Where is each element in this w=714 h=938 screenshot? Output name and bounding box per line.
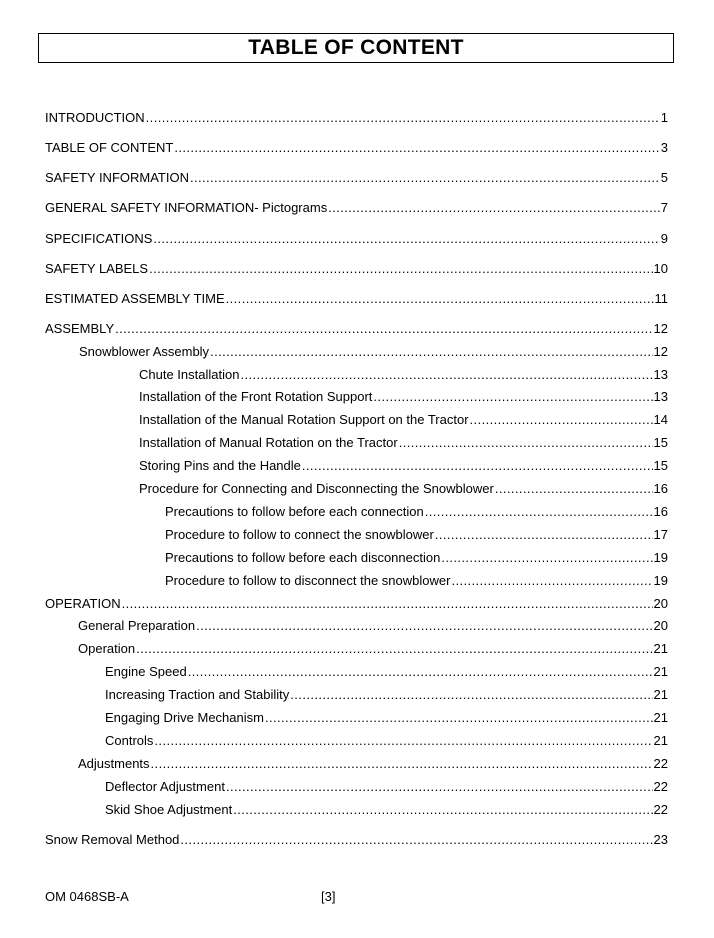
toc-entry-label: Deflector Adjustment bbox=[105, 779, 225, 794]
toc-entry-page: 3 bbox=[660, 140, 668, 155]
footer-page-number: [3] bbox=[321, 889, 336, 904]
toc-entry-page: 22 bbox=[653, 779, 668, 794]
toc-entry-page: 23 bbox=[653, 832, 668, 847]
toc-leader-dots bbox=[122, 596, 653, 612]
toc-entry-label: Snowblower Assembly bbox=[79, 344, 210, 359]
toc-leader-dots bbox=[210, 344, 652, 360]
toc-entry-page: 9 bbox=[660, 231, 668, 246]
toc-leader-dots bbox=[115, 321, 652, 337]
toc-entry-label: Chute Installation bbox=[139, 367, 240, 382]
toc-entry-page: 22 bbox=[653, 802, 668, 817]
toc-entry[interactable] bbox=[45, 200, 668, 216]
toc-entry[interactable] bbox=[105, 802, 668, 818]
toc-entry[interactable] bbox=[139, 367, 668, 383]
toc-leader-dots bbox=[495, 481, 653, 497]
toc-entry-label: SAFETY INFORMATION bbox=[45, 170, 189, 185]
toc-entry-label: Precautions to follow before each connection bbox=[165, 504, 424, 519]
toc-entry[interactable] bbox=[78, 756, 668, 772]
toc-entry-page: 12 bbox=[653, 344, 668, 359]
toc-leader-dots bbox=[470, 412, 653, 428]
toc-entry[interactable] bbox=[105, 733, 668, 749]
toc-entry-page: 19 bbox=[653, 550, 668, 565]
toc-entry-page: 21 bbox=[653, 641, 668, 656]
toc-leader-dots bbox=[425, 504, 653, 520]
toc-entry-page: 5 bbox=[660, 170, 668, 185]
toc-entry-page: 14 bbox=[653, 412, 668, 427]
toc-entry[interactable] bbox=[165, 527, 668, 543]
toc-entry-label: Precautions to follow before each disconnection bbox=[165, 550, 441, 565]
toc-entry[interactable] bbox=[139, 458, 668, 474]
toc-entry[interactable] bbox=[139, 435, 668, 451]
toc-leader-dots bbox=[136, 641, 652, 657]
toc-entry-page: 15 bbox=[653, 458, 668, 473]
toc-entry[interactable] bbox=[78, 618, 668, 634]
toc-entry-page: 16 bbox=[653, 481, 668, 496]
toc-entry[interactable] bbox=[45, 140, 668, 156]
toc-entry[interactable] bbox=[78, 641, 668, 657]
page-title: TABLE OF CONTENT bbox=[248, 36, 464, 59]
toc-entry-label: Controls bbox=[105, 733, 154, 748]
toc-entry-page: 10 bbox=[653, 261, 668, 276]
toc-entry-page: 13 bbox=[653, 367, 668, 382]
toc-entry-label: SAFETY LABELS bbox=[45, 261, 149, 276]
toc-leader-dots bbox=[302, 458, 653, 474]
toc-entry-label: Installation of the Front Rotation Support bbox=[139, 389, 373, 404]
toc-entry[interactable] bbox=[165, 573, 668, 589]
toc-entry-page: 12 bbox=[653, 321, 668, 336]
toc-leader-dots bbox=[188, 664, 653, 680]
toc-entry[interactable] bbox=[45, 321, 668, 337]
toc-entry-label: ESTIMATED ASSEMBLY TIME bbox=[45, 291, 225, 306]
toc-entry-label: ASSEMBLY bbox=[45, 321, 115, 336]
toc-leader-dots bbox=[240, 367, 652, 383]
toc-entry-label: SPECIFICATIONS bbox=[45, 231, 153, 246]
toc-entry-label: Procedure to follow to disconnect the snowblower bbox=[165, 573, 451, 588]
toc-entry-label: Operation bbox=[78, 641, 136, 656]
toc-entry-page: 7 bbox=[660, 200, 668, 215]
toc-leader-dots bbox=[146, 110, 660, 126]
toc-entry-label: Skid Shoe Adjustment bbox=[105, 802, 233, 817]
toc-entry[interactable] bbox=[105, 710, 668, 726]
toc-entry-label: Engine Speed bbox=[105, 664, 187, 679]
toc-entry-label: Storing Pins and the Handle bbox=[139, 458, 301, 473]
toc-entry-page: 13 bbox=[653, 389, 668, 404]
toc-entry[interactable] bbox=[45, 596, 668, 612]
toc-entry[interactable] bbox=[45, 291, 668, 307]
toc-entry-label: Procedure to follow to connect the snowblower bbox=[165, 527, 434, 542]
toc-entry-label: INTRODUCTION bbox=[45, 110, 145, 125]
toc-leader-dots bbox=[226, 291, 654, 307]
toc-entry[interactable] bbox=[105, 687, 668, 703]
toc-leader-dots bbox=[196, 618, 652, 634]
toc-entry-page: 21 bbox=[653, 664, 668, 679]
toc-entry-label: OPERATION bbox=[45, 596, 121, 611]
toc-title-box bbox=[38, 33, 674, 63]
toc-entry-page: 20 bbox=[653, 618, 668, 633]
toc-entry-label: Snow Removal Method bbox=[45, 832, 180, 847]
toc-leader-dots bbox=[149, 261, 652, 277]
toc-entry-page: 21 bbox=[653, 710, 668, 725]
toc-entry-label: Adjustments bbox=[78, 756, 150, 771]
toc-entry[interactable] bbox=[165, 504, 668, 520]
toc-leader-dots bbox=[180, 832, 652, 848]
toc-entry[interactable] bbox=[139, 412, 668, 428]
toc-entry[interactable] bbox=[165, 550, 668, 566]
toc-entry-label: TABLE OF CONTENT bbox=[45, 140, 174, 155]
toc-leader-dots bbox=[151, 756, 653, 772]
toc-leader-dots bbox=[373, 389, 652, 405]
toc-entry-label: Installation of the Manual Rotation Support on the Tractor bbox=[139, 412, 469, 427]
toc-leader-dots bbox=[441, 550, 652, 566]
toc-entry-page: 11 bbox=[654, 291, 668, 306]
toc-entry[interactable] bbox=[45, 231, 668, 247]
toc-entry-label: Procedure for Connecting and Disconnecting the Snowblower bbox=[139, 481, 494, 496]
toc-entry-label: General Preparation bbox=[78, 618, 196, 633]
toc-entry-page: 16 bbox=[653, 504, 668, 519]
toc-entry[interactable] bbox=[45, 832, 668, 848]
toc-entry-label: Engaging Drive Mechanism bbox=[105, 710, 264, 725]
toc-entry-page: 22 bbox=[653, 756, 668, 771]
toc-entry-label: Installation of Manual Rotation on the Tractor bbox=[139, 435, 398, 450]
toc-entry-page: 21 bbox=[653, 733, 668, 748]
toc-entry[interactable] bbox=[79, 344, 668, 360]
toc-leader-dots bbox=[154, 733, 652, 749]
toc-leader-dots bbox=[399, 435, 653, 451]
toc-entry-page: 19 bbox=[653, 573, 668, 588]
toc-leader-dots bbox=[174, 140, 659, 156]
toc-entry[interactable] bbox=[139, 481, 668, 497]
toc-leader-dots bbox=[233, 802, 652, 818]
toc-leader-dots bbox=[451, 573, 652, 589]
toc-entry-page: 1 bbox=[660, 110, 668, 125]
toc-entry[interactable] bbox=[45, 170, 668, 186]
toc-leader-dots bbox=[226, 779, 653, 795]
toc-leader-dots bbox=[153, 231, 659, 247]
toc-entry[interactable] bbox=[45, 261, 668, 277]
toc-leader-dots bbox=[265, 710, 653, 726]
toc-entry-page: 17 bbox=[653, 527, 668, 542]
toc-entry-page: 15 bbox=[653, 435, 668, 450]
toc-leader-dots bbox=[190, 170, 660, 186]
toc-leader-dots bbox=[290, 687, 652, 703]
toc-entry-label: Increasing Traction and Stability bbox=[105, 687, 290, 702]
footer-doc-id: OM 0468SB-A bbox=[45, 889, 129, 904]
toc-leader-dots bbox=[328, 200, 660, 216]
toc-entry-page: 20 bbox=[653, 596, 668, 611]
toc-entry-page: 21 bbox=[653, 687, 668, 702]
toc-entry[interactable] bbox=[105, 779, 668, 795]
toc-entry[interactable] bbox=[105, 664, 668, 680]
toc-entry-label: GENERAL SAFETY INFORMATION- Pictograms bbox=[45, 200, 328, 215]
toc-leader-dots bbox=[435, 527, 653, 543]
toc-entry[interactable] bbox=[45, 110, 668, 126]
toc-entry[interactable] bbox=[139, 389, 668, 405]
